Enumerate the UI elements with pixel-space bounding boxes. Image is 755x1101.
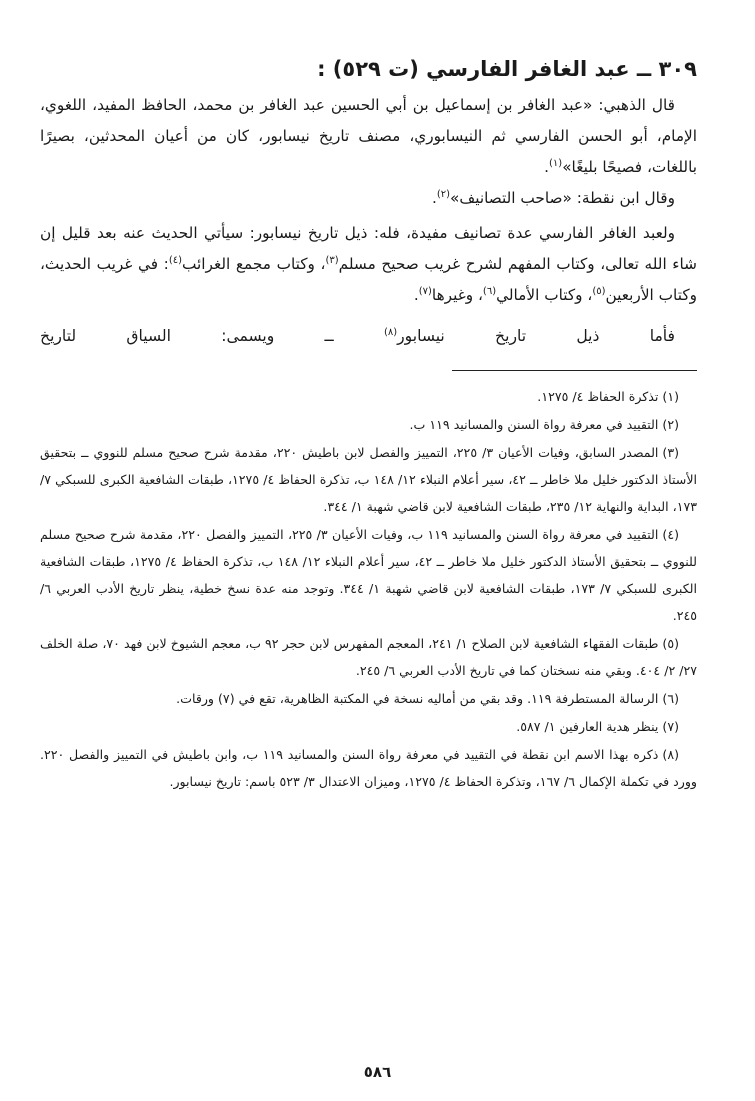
footnote-ref-5: (٥) [592,285,606,297]
footnote-number: (٢) [662,417,679,432]
footnote-ref-8: (٨) [383,326,398,338]
footnote-ref-1: (١) [549,157,563,169]
paragraph-punctuation: . [413,286,419,304]
footnote-text: التقييد في معرفة رواة السنن والمسانيد ١١٩ ب، وفيات الأعيان ٣/ ٢٢٥، التمييز والفصل ٢٢٠، مقدمة شرح صحيح مسلم للنووي ــ بتحقيق الأستاذ الدكتور خليل ملا خاطر ــ ٤٢، سير أعلام النبلاء ١٢/ ١٤٨ ب، تذكرة الحفاظ ٤/ ١٢٧٥، طبقات الشافعية الكبرى للسبكي ٧/ ١٧٣، طبقات الشافعية لابن قاضي شهبة ١/ ٣٤٤. وتوجد منه عدة نسخ خطية، ينظر تاريخ الأدب العربي ٦/ ٢٤٥. [40,527,698,623]
footnote-text: تذكرة الحفاظ ٤/ ١٢٧٥. [537,389,659,404]
footnote-divider [452,370,697,371]
footnote-ref-7: (٧) [418,285,432,297]
paragraph-text: : في غريب الحديث، وكتاب الأربعين [40,255,697,304]
paragraph-works [40,218,697,311]
footnote-1 [40,383,697,410]
footnote-6 [40,685,697,712]
paragraph-dhayl-tarikh [40,321,697,352]
footnote-number: (٥) [662,636,679,651]
footnote-text: الرسالة المستطرفة ١١٩. وقد بقي من أماليه نسخة في المكتبة الظاهرية، تقع في (٧) ورقات. [176,691,659,706]
page-number: ٥٨٦ [363,1063,392,1081]
footnote-2 [40,411,697,438]
paragraph-dhahabi-quote [40,90,697,183]
paragraph-text: ، وكتاب الأمالي [496,286,593,304]
footnote-4 [40,521,697,629]
footnote-8 [40,741,697,795]
paragraph-punctuation: . [431,189,437,207]
paragraph-text: قال الذهبي: «عبد الغافر بن إسماعيل بن أبي الحسين عبد الغافر بن محمد، الحافظ المفيد، اللغوي، الإمام، أبو الحسن الفارسي ثم النيسابوري، مصنف تاريخ نيسابور، كان من أعيان المحدثين، بصيرًا باللغات، فصيحًا بليغًا» [40,96,697,176]
footnote-number: (٦) [662,691,679,706]
footnote-text: طبقات الفقهاء الشافعية لابن الصلاح ١/ ٢٤١، المعجم المفهرس لابن حجر ٩٢ ب، معجم الشيوخ لابن فهد ٧٠، صلة الخلف ٢٧/ ٢/ ٤٠٤. وبقي منه نسختان كما في تاريخ الأدب العربي ٦/ ٢٤٥. [40,636,697,678]
footnote-number: (١) [662,389,679,404]
footnote-number: (٤) [662,527,680,542]
footnote-text: التقييد في معرفة رواة السنن والمسانيد ١١٩ ب. [409,417,659,432]
footnote-number: (٣) [662,445,680,460]
footnote-text: المصدر السابق، وفيات الأعيان ٣/ ٢٢٥، التمييز والفصل لابن باطيش ٢٢٠، مقدمة شرح صحيح مسلم للنووي ــ بتحقيق الأستاذ الدكتور خليل ملا خاطر ــ ٤٢، سير أعلام النبلاء ١٢/ ١٤٨ ب، تذكرة الحفاظ ٤/ ١٢٧٥، طبقات الشافعية الكبرى للسبكي ٧/ ١٧٣، البداية والنهاية ١٢/ ٢٣٥، طبقات الشافعية لابن قاضي شهبة ١/ ٣٤٤. [40,445,697,514]
paragraph-text: ــ ويسمى: السياق لتاريخ [40,327,384,345]
footnote-number: (٨) [662,747,679,762]
footnote-ref-4: (٤) [168,254,183,266]
paragraph-text: وقال ابن نقطة: «صاحب التصانيف» [450,189,675,207]
paragraph-text: ولعبد الغافر الفارسي عدة تصانيف مفيدة، فله: ذيل تاريخ نيسابور: سيأتي الحديث عنه بعد قليل إن شاء الله تعالى، وكتاب المفهم لشرح غريب صحيح مسلم [40,224,697,273]
page-content [40,52,697,796]
footnote-5 [40,630,697,684]
footnote-ref-6: (٦) [482,285,497,297]
footnotes-section [40,383,697,795]
footnote-number: (٧) [662,719,679,734]
paragraph-ibn-nuqta [40,183,697,214]
footnote-text: ينظر هدية العارفين ١/ ٥٨٧. [516,719,659,734]
paragraph-punctuation: . [544,158,549,176]
paragraph-text: ، وكتاب مجمع الغرائب [182,255,326,273]
footnote-ref-2: (٢) [436,188,451,200]
footnote-ref-3: (٣) [325,254,339,266]
entry-title: ٣٠٩ ــ عبد الغافر الفارسي (ت ٥٢٩) : [317,57,697,81]
footnote-text: ذكره بهذا الاسم ابن نقطة في التقييد في معرفة رواة السنن والمسانيد ١١٩ ب، وابن باطيش في التمييز والفصل ٢٢٠. وورد في تكملة الإكمال ٦/ ١٦٧، وتذكرة الحفاظ ٤/ ١٢٧٥، وميزان الاعتدال ٣/ ٥٢٣ باسم: تاريخ نيسابور. [40,747,697,789]
footnote-3 [40,439,697,520]
paragraph-text: فأما ذيل تاريخ نيسابور [397,327,675,345]
footnote-7 [40,713,697,740]
paragraph-text: ، وغيرها [431,286,483,304]
